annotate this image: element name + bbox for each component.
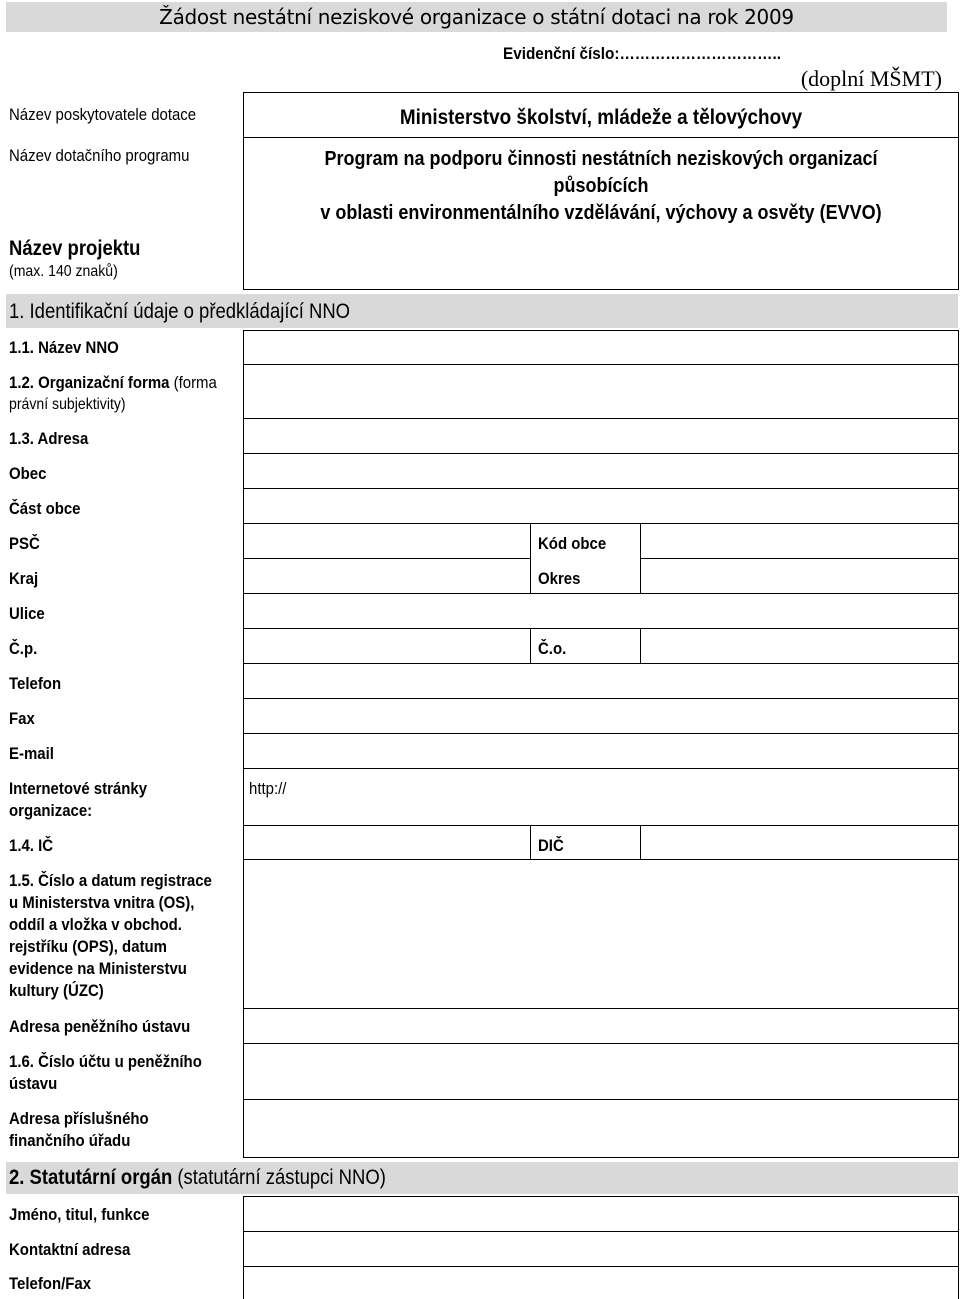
fax-field[interactable] <box>243 698 959 734</box>
web-label <box>9 778 147 822</box>
kraj-field[interactable] <box>243 558 531 594</box>
account-line1: 1.6. Číslo účtu u peněžního <box>9 1052 202 1071</box>
nno-name-label: 1.1. Název NNO <box>9 338 119 357</box>
co-label: Č.o. <box>538 639 567 658</box>
registration-line5: evidence na Ministerstvu <box>9 959 187 978</box>
org-form-label-rest: (forma <box>169 373 217 392</box>
evidence-number-label: Evidenční číslo:………………………….. <box>503 44 781 63</box>
statutory-phone-field[interactable] <box>243 1266 959 1299</box>
web-label-line1: Internetové stránky <box>9 779 148 798</box>
cp-field[interactable] <box>243 628 531 664</box>
statutory-name-label: Jméno, titul, funkce <box>9 1205 150 1224</box>
statutory-contact-field[interactable] <box>243 1231 959 1267</box>
registration-label <box>9 870 212 1002</box>
filled-by-note: (doplní MŠMT) <box>800 66 942 91</box>
tax-office-field[interactable] <box>243 1099 959 1158</box>
provider-value: Ministerstvo školství, mládeže a tělovýchovy <box>399 106 803 129</box>
nno-name-field[interactable] <box>243 330 959 365</box>
okres-field[interactable] <box>640 558 959 594</box>
section2-title-bold: 2. Statutární orgán <box>9 1166 173 1189</box>
registration-field[interactable] <box>243 859 959 1009</box>
dic-field[interactable] <box>640 825 959 860</box>
obec-label: Obec <box>9 464 47 483</box>
okres-label: Okres <box>538 569 581 588</box>
statutory-contact-label: Kontaktní adresa <box>9 1240 131 1259</box>
web-field[interactable] <box>243 768 959 826</box>
kod-obce-label: Kód obce <box>538 534 607 553</box>
tax-office-line2: finančního úřadu <box>9 1131 131 1150</box>
cp-label: Č.p. <box>9 639 38 658</box>
fax-label: Fax <box>9 709 35 728</box>
ic-field[interactable] <box>243 825 531 860</box>
org-form-label-line2: právní subjektivity) <box>9 396 126 413</box>
registration-line1: 1.5. Číslo a datum registrace <box>9 871 212 890</box>
tax-office-line1: Adresa příslušného <box>9 1109 149 1128</box>
psc-label: PSČ <box>9 534 40 553</box>
registration-line6: kultury (ÚZC) <box>9 981 104 1000</box>
account-field[interactable] <box>243 1043 959 1100</box>
project-label: Název projektu <box>9 237 141 260</box>
project-name-field[interactable] <box>243 224 959 290</box>
tax-office-label <box>9 1108 149 1152</box>
address-field[interactable] <box>243 418 959 454</box>
section2-title <box>9 1166 386 1190</box>
ulice-field[interactable] <box>243 593 959 629</box>
kod-obce-field[interactable] <box>640 523 959 559</box>
form-title: Žádost nestátní neziskové organizace o státní dotaci na rok 2009 <box>6 2 947 32</box>
program-value-line2: v oblasti environmentálního vzdělávání, výchovy a osvěty (EVVO) <box>320 202 882 224</box>
ulice-label: Ulice <box>9 604 45 623</box>
psc-field[interactable] <box>243 523 531 559</box>
section1-title: 1. Identifikační údaje o předkládající NNO <box>9 300 351 323</box>
telefon-label: Telefon <box>9 674 62 693</box>
kraj-label: Kraj <box>9 569 39 588</box>
org-form-label <box>9 373 217 393</box>
registration-line3: oddíl a vložka v obchod. <box>9 915 182 934</box>
dic-label: DIČ <box>538 836 564 855</box>
section2-title-rest: (statutární zástupci NNO) <box>172 1166 386 1189</box>
statutory-name-field[interactable] <box>243 1196 959 1232</box>
email-label: E-mail <box>9 744 54 763</box>
address-label: 1.3. Adresa <box>9 429 89 448</box>
telefon-field[interactable] <box>243 663 959 699</box>
registration-line4: rejstříku (OPS), datum <box>9 937 167 956</box>
web-label-line2: organizace: <box>9 801 93 820</box>
obec-field[interactable] <box>243 453 959 489</box>
web-value: http:// <box>249 779 287 798</box>
program-value-line1: Program na podporu činnosti nestátních neziskových organizací působících <box>324 148 878 197</box>
ic-label: 1.4. IČ <box>9 836 54 855</box>
statutory-phone-label: Telefon/Fax <box>9 1274 92 1293</box>
provider-label: Název poskytovatele dotace <box>9 105 197 124</box>
account-line2: ústavu <box>9 1074 58 1093</box>
program-label: Název dotačního programu <box>9 146 190 165</box>
org-form-field[interactable] <box>243 364 959 419</box>
project-sub: (max. 140 znaků) <box>9 263 118 280</box>
bank-address-label: Adresa peněžního ústavu <box>9 1017 191 1036</box>
co-field[interactable] <box>640 628 959 664</box>
org-form-label-bold: 1.2. Organizační forma <box>9 373 170 392</box>
cast-obce-label: Část obce <box>9 499 81 518</box>
cast-obce-field[interactable] <box>243 488 959 524</box>
account-label <box>9 1051 202 1095</box>
registration-line2: u Ministerstva vnitra (OS), <box>9 893 195 912</box>
bank-address-field[interactable] <box>243 1008 959 1044</box>
email-field[interactable] <box>243 733 959 769</box>
